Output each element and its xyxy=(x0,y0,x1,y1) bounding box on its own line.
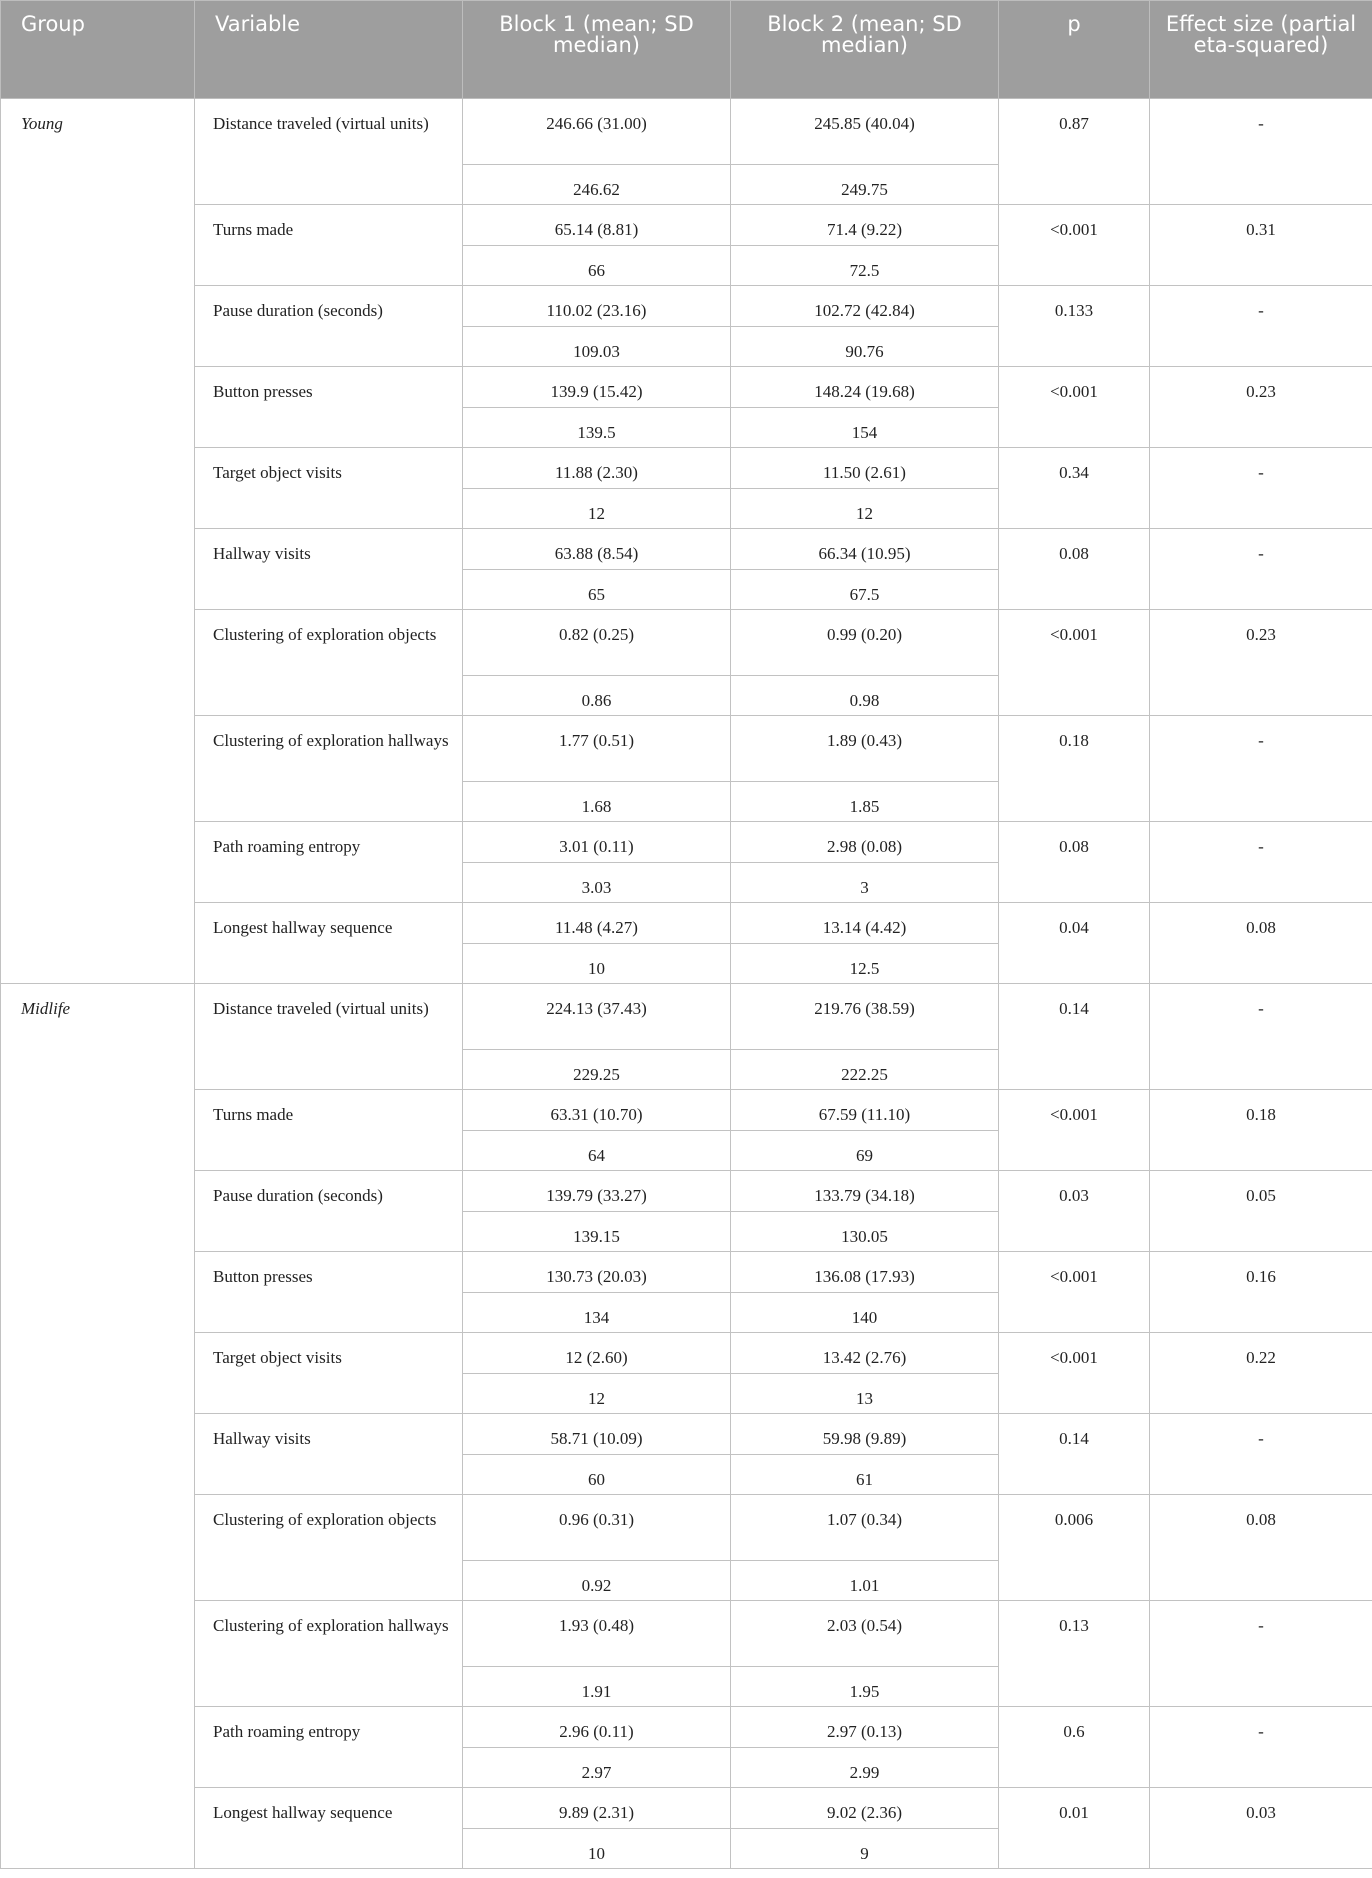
header-variable: Variable xyxy=(195,1,463,99)
block2-median: 154 xyxy=(731,408,999,448)
block2-mean: 71.4 (9.22) xyxy=(731,205,999,246)
p-value: 0.14 xyxy=(999,984,1150,1090)
p-value: 0.133 xyxy=(999,286,1150,367)
block1-mean: 1.77 (0.51) xyxy=(463,716,731,782)
p-value: 0.13 xyxy=(999,1601,1150,1707)
table-row xyxy=(1,1090,1372,1131)
block1-mean: 65.14 (8.81) xyxy=(463,205,731,246)
block2-mean: 0.99 (0.20) xyxy=(731,610,999,676)
block2-median: 1.85 xyxy=(731,782,999,822)
header-block1: Block 1 (mean; SD median) xyxy=(463,1,731,99)
variable-label: Button presses xyxy=(195,1252,463,1333)
block1-median: 1.91 xyxy=(463,1667,731,1707)
block1-median: 139.15 xyxy=(463,1212,731,1252)
table-row xyxy=(1,1252,1372,1293)
effect-size: 0.08 xyxy=(1150,903,1372,984)
effect-size: 0.18 xyxy=(1150,1090,1372,1171)
table-row xyxy=(1,99,1372,165)
block2-median: 222.25 xyxy=(731,1050,999,1090)
block2-mean: 102.72 (42.84) xyxy=(731,286,999,327)
p-value: 0.01 xyxy=(999,1788,1150,1869)
effect-size: 0.23 xyxy=(1150,367,1372,448)
p-value: 0.03 xyxy=(999,1171,1150,1252)
header-row xyxy=(1,1,1372,99)
effect-size: 0.31 xyxy=(1150,205,1372,286)
block1-median: 12 xyxy=(463,489,731,529)
table-row xyxy=(1,1495,1372,1561)
block1-mean: 63.31 (10.70) xyxy=(463,1090,731,1131)
table-row xyxy=(1,286,1372,327)
block1-mean: 3.01 (0.11) xyxy=(463,822,731,863)
block1-mean: 224.13 (37.43) xyxy=(463,984,731,1050)
block2-median: 9 xyxy=(731,1829,999,1869)
effect-size: 0.08 xyxy=(1150,1495,1372,1601)
p-value: <0.001 xyxy=(999,1090,1150,1171)
block2-median: 140 xyxy=(731,1293,999,1333)
effect-size: - xyxy=(1150,448,1372,529)
block2-mean: 13.14 (4.42) xyxy=(731,903,999,944)
p-value: <0.001 xyxy=(999,1333,1150,1414)
variable-label: Clustering of exploration objects xyxy=(195,610,463,716)
block2-mean: 148.24 (19.68) xyxy=(731,367,999,408)
block1-mean: 2.96 (0.11) xyxy=(463,1707,731,1748)
table-row xyxy=(1,1414,1372,1455)
table-row xyxy=(1,822,1372,863)
block1-mean: 11.48 (4.27) xyxy=(463,903,731,944)
effect-size: - xyxy=(1150,99,1372,205)
block2-median: 69 xyxy=(731,1131,999,1171)
block2-mean: 2.03 (0.54) xyxy=(731,1601,999,1667)
table-row xyxy=(1,610,1372,676)
block2-median: 67.5 xyxy=(731,570,999,610)
table-row xyxy=(1,1788,1372,1829)
block1-median: 0.86 xyxy=(463,676,731,716)
table-row xyxy=(1,903,1372,944)
effect-size: - xyxy=(1150,822,1372,903)
block1-mean: 9.89 (2.31) xyxy=(463,1788,731,1829)
p-value: 0.08 xyxy=(999,822,1150,903)
variable-label: Turns made xyxy=(195,1090,463,1171)
effect-size: - xyxy=(1150,1414,1372,1495)
p-value: 0.18 xyxy=(999,716,1150,822)
block1-median: 3.03 xyxy=(463,863,731,903)
block1-mean: 1.93 (0.48) xyxy=(463,1601,731,1667)
p-value: 0.87 xyxy=(999,99,1150,205)
table-row xyxy=(1,367,1372,408)
table-row xyxy=(1,1171,1372,1212)
effect-size: - xyxy=(1150,1707,1372,1788)
block2-median: 90.76 xyxy=(731,327,999,367)
block1-median: 60 xyxy=(463,1455,731,1495)
variable-label: Distance traveled (virtual units) xyxy=(195,99,463,205)
block1-median: 134 xyxy=(463,1293,731,1333)
table-row xyxy=(1,984,1372,1050)
block2-median: 1.95 xyxy=(731,1667,999,1707)
block2-mean: 67.59 (11.10) xyxy=(731,1090,999,1131)
block2-mean: 59.98 (9.89) xyxy=(731,1414,999,1455)
block1-mean: 139.9 (15.42) xyxy=(463,367,731,408)
block2-mean: 245.85 (40.04) xyxy=(731,99,999,165)
p-value: 0.04 xyxy=(999,903,1150,984)
variable-label: Clustering of exploration objects xyxy=(195,1495,463,1601)
block1-mean: 130.73 (20.03) xyxy=(463,1252,731,1293)
group-label: Midlife xyxy=(1,984,195,1869)
variable-label: Target object visits xyxy=(195,1333,463,1414)
variable-label: Path roaming entropy xyxy=(195,822,463,903)
block1-median: 10 xyxy=(463,944,731,984)
block2-median: 249.75 xyxy=(731,165,999,205)
block2-mean: 136.08 (17.93) xyxy=(731,1252,999,1293)
block1-mean: 0.96 (0.31) xyxy=(463,1495,731,1561)
block1-median: 246.62 xyxy=(463,165,731,205)
block2-mean: 1.89 (0.43) xyxy=(731,716,999,782)
block2-median: 72.5 xyxy=(731,246,999,286)
header-p: p xyxy=(999,1,1150,99)
block2-mean: 133.79 (34.18) xyxy=(731,1171,999,1212)
block2-mean: 219.76 (38.59) xyxy=(731,984,999,1050)
block1-mean: 11.88 (2.30) xyxy=(463,448,731,489)
block1-mean: 110.02 (23.16) xyxy=(463,286,731,327)
block2-mean: 1.07 (0.34) xyxy=(731,1495,999,1561)
block2-median: 12.5 xyxy=(731,944,999,984)
header-effect-size: Effect size (partial eta-squared) xyxy=(1150,1,1372,99)
variable-label: Path roaming entropy xyxy=(195,1707,463,1788)
p-value: <0.001 xyxy=(999,205,1150,286)
variable-label: Clustering of exploration hallways xyxy=(195,716,463,822)
block2-mean: 13.42 (2.76) xyxy=(731,1333,999,1374)
variable-label: Clustering of exploration hallways xyxy=(195,1601,463,1707)
block2-mean: 2.98 (0.08) xyxy=(731,822,999,863)
table-row xyxy=(1,1707,1372,1748)
p-value: 0.34 xyxy=(999,448,1150,529)
block2-mean: 9.02 (2.36) xyxy=(731,1788,999,1829)
variable-label: Pause duration (seconds) xyxy=(195,286,463,367)
effect-size: - xyxy=(1150,984,1372,1090)
block1-median: 12 xyxy=(463,1374,731,1414)
p-value: 0.14 xyxy=(999,1414,1150,1495)
effect-size: 0.23 xyxy=(1150,610,1372,716)
block1-median: 10 xyxy=(463,1829,731,1869)
block1-mean: 58.71 (10.09) xyxy=(463,1414,731,1455)
block1-mean: 12 (2.60) xyxy=(463,1333,731,1374)
effect-size: - xyxy=(1150,1601,1372,1707)
block1-median: 109.03 xyxy=(463,327,731,367)
block1-mean: 139.79 (33.27) xyxy=(463,1171,731,1212)
block1-median: 1.68 xyxy=(463,782,731,822)
block1-median: 0.92 xyxy=(463,1561,731,1601)
table-row xyxy=(1,529,1372,570)
variable-label: Longest hallway sequence xyxy=(195,1788,463,1869)
variable-label: Hallway visits xyxy=(195,529,463,610)
effect-size: - xyxy=(1150,529,1372,610)
header-block2: Block 2 (mean; SD median) xyxy=(731,1,999,99)
table-row xyxy=(1,205,1372,246)
block1-median: 229.25 xyxy=(463,1050,731,1090)
p-value: <0.001 xyxy=(999,367,1150,448)
effect-size: - xyxy=(1150,716,1372,822)
table-row xyxy=(1,448,1372,489)
block1-median: 139.5 xyxy=(463,408,731,448)
group-label: Young xyxy=(1,99,195,984)
table-row xyxy=(1,1333,1372,1374)
block2-median: 0.98 xyxy=(731,676,999,716)
p-value: 0.08 xyxy=(999,529,1150,610)
variable-label: Button presses xyxy=(195,367,463,448)
block2-median: 130.05 xyxy=(731,1212,999,1252)
block2-median: 12 xyxy=(731,489,999,529)
variable-label: Target object visits xyxy=(195,448,463,529)
block2-median: 1.01 xyxy=(731,1561,999,1601)
block2-median: 13 xyxy=(731,1374,999,1414)
effect-size: 0.03 xyxy=(1150,1788,1372,1869)
block1-median: 2.97 xyxy=(463,1748,731,1788)
block2-mean: 11.50 (2.61) xyxy=(731,448,999,489)
variable-label: Distance traveled (virtual units) xyxy=(195,984,463,1090)
variable-label: Hallway visits xyxy=(195,1414,463,1495)
effect-size: 0.22 xyxy=(1150,1333,1372,1414)
block1-median: 65 xyxy=(463,570,731,610)
effect-size: 0.05 xyxy=(1150,1171,1372,1252)
header-group: Group xyxy=(1,1,195,99)
block2-mean: 2.97 (0.13) xyxy=(731,1707,999,1748)
block1-mean: 246.66 (31.00) xyxy=(463,99,731,165)
variable-label: Turns made xyxy=(195,205,463,286)
variable-label: Longest hallway sequence xyxy=(195,903,463,984)
table-row xyxy=(1,716,1372,782)
effect-size: 0.16 xyxy=(1150,1252,1372,1333)
variable-label: Pause duration (seconds) xyxy=(195,1171,463,1252)
p-value: <0.001 xyxy=(999,610,1150,716)
block1-median: 64 xyxy=(463,1131,731,1171)
table-body xyxy=(1,99,1372,1869)
block1-median: 66 xyxy=(463,246,731,286)
block1-mean: 63.88 (8.54) xyxy=(463,529,731,570)
effect-size: - xyxy=(1150,286,1372,367)
block2-median: 2.99 xyxy=(731,1748,999,1788)
block2-median: 3 xyxy=(731,863,999,903)
table-row xyxy=(1,1601,1372,1667)
p-value: 0.006 xyxy=(999,1495,1150,1601)
block2-median: 61 xyxy=(731,1455,999,1495)
block1-mean: 0.82 (0.25) xyxy=(463,610,731,676)
block2-mean: 66.34 (10.95) xyxy=(731,529,999,570)
p-value: 0.6 xyxy=(999,1707,1150,1788)
p-value: <0.001 xyxy=(999,1252,1150,1333)
